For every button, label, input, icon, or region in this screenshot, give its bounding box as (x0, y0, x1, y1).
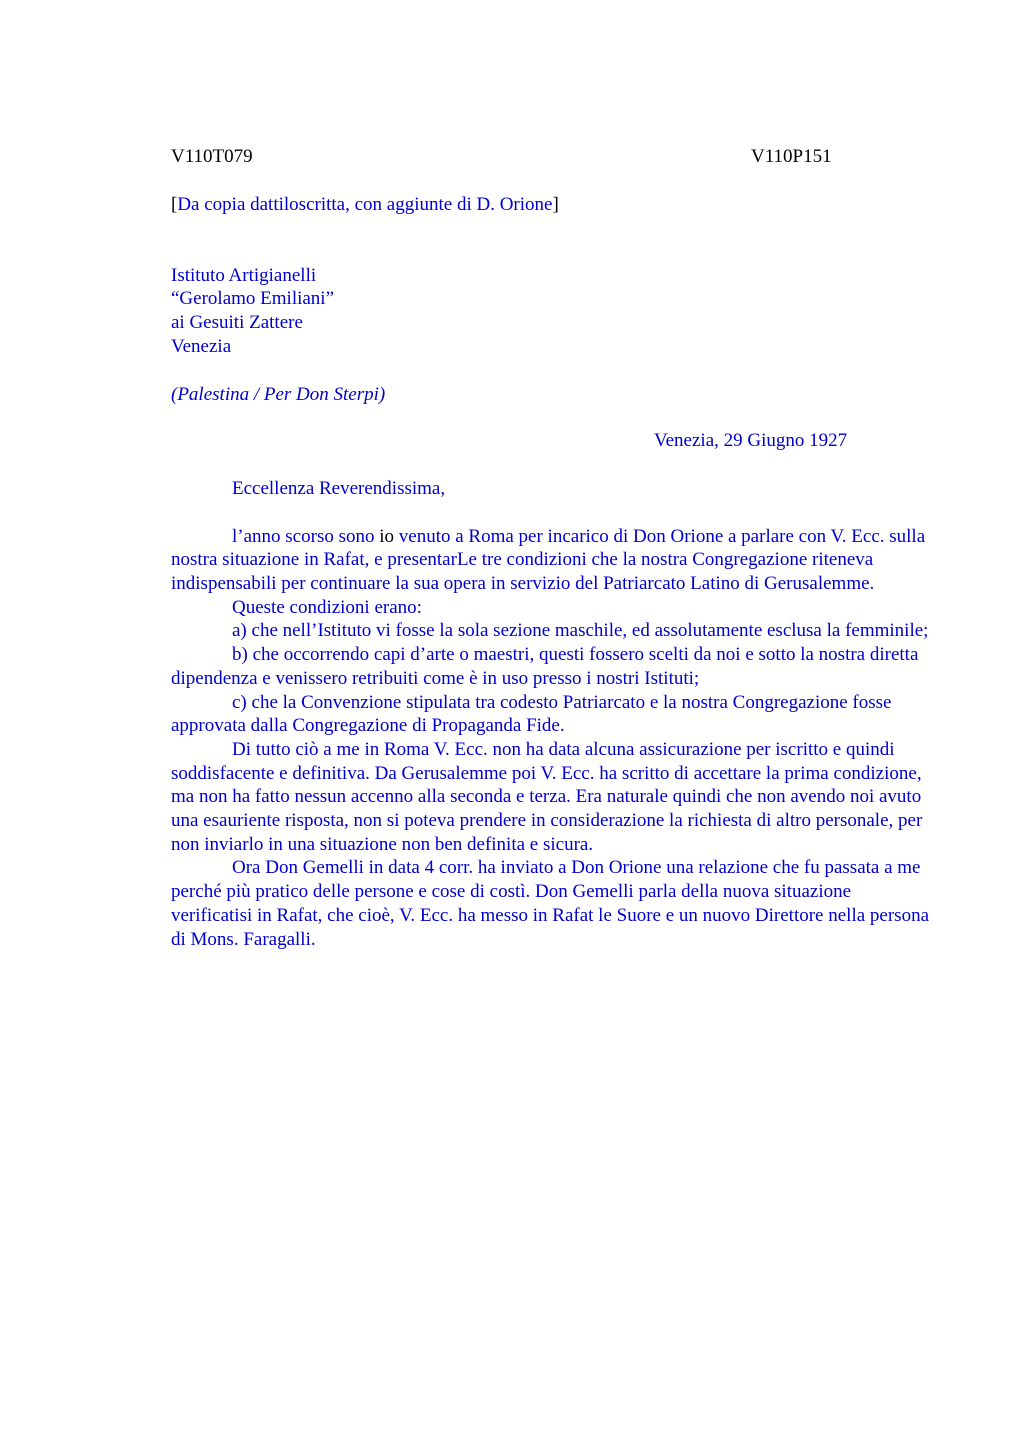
paragraph-added-word: io (379, 525, 395, 547)
paragraph: Di tutto ciò a me in Roma V. Ecc. non ha data alcuna assicurazione per iscritto e quindi soddisfacente e definitiva. Da Gerusalemme poi V. Ecc. ha scritto di accettare la prima condizione, ma non ha fatto nessun accenno alla seconda e terza. Era naturale quindi che non avendo noi avuto una esauriente risposta, non si poteva prendere in considerazione la richiesta di altro personale, per non inviarlo in una situazione non ben definita e sicura. (171, 738, 923, 855)
source-close-bracket: ] (552, 194, 559, 215)
paragraph: Ora Don Gemelli in data 4 corr. ha inviato a Don Orione una relazione che fu passata a me perché più pratico delle persone e cose di costì. Don Gemelli parla della nuova situazione verificatisi in Rafat, che cioè, V. Ecc. ha messo in Rafat le Suore e un nuovo Direttore nella persona di Mons. Faragalli. (171, 857, 929, 950)
letter-body (171, 525, 931, 952)
source-open-bracket: [ (171, 194, 178, 215)
source-text: Da copia dattiloscritta, con aggiunte di D. Orione (177, 194, 553, 215)
document-id-left: V110T079 (171, 146, 253, 167)
palestina-note: (Palestina / Per Don Sterpi) (171, 383, 386, 405)
address-block (171, 264, 931, 359)
source-note (171, 193, 931, 217)
address-line: “Gerolamo Emiliani” (171, 288, 335, 310)
document-ids (171, 145, 931, 169)
letter-date: Venezia, 29 Giugno 1927 (654, 430, 848, 452)
paragraph-text: venuto a Roma per incarico di Don Orione a parlare con V. Ecc. sulla nostra situazione in Rafat, e presentarLe tre condizioni che la nostra Congregazione riteneva indispensabili per continuare la sua opera in servizio del Patriarcato Latino di Gerusalemme. (171, 525, 926, 595)
paragraph: b) che occorrendo capi d’arte o maestri, questi fossero scelti da noi e sotto la nostra diretta dipendenza e venissero retribuiti come è in uso presso i nostri Istituti; (171, 644, 919, 689)
paragraph (171, 525, 931, 596)
paragraph: a) che nell’Istituto vi fosse la sola sezione maschile, ed assolutamente esclusa la femminile; (232, 620, 929, 642)
paragraph-text: l’anno scorso sono (232, 525, 380, 547)
paragraph: c) che la Convenzione stipulata tra codesto Patriarcato e la nostra Congregazione fosse approvata dalla Congregazione di Propaganda Fide. (171, 691, 892, 737)
address-line: ai Gesuiti Zattere (171, 312, 303, 334)
document-page (171, 145, 931, 951)
address-line: Istituto Artigianelli (171, 264, 317, 286)
address-line: Venezia (171, 335, 232, 357)
document-id-right: V110P151 (751, 146, 832, 167)
salutation: Eccellenza Reverendissima, (232, 477, 446, 499)
paragraph: Queste condizioni erano: (232, 596, 422, 618)
